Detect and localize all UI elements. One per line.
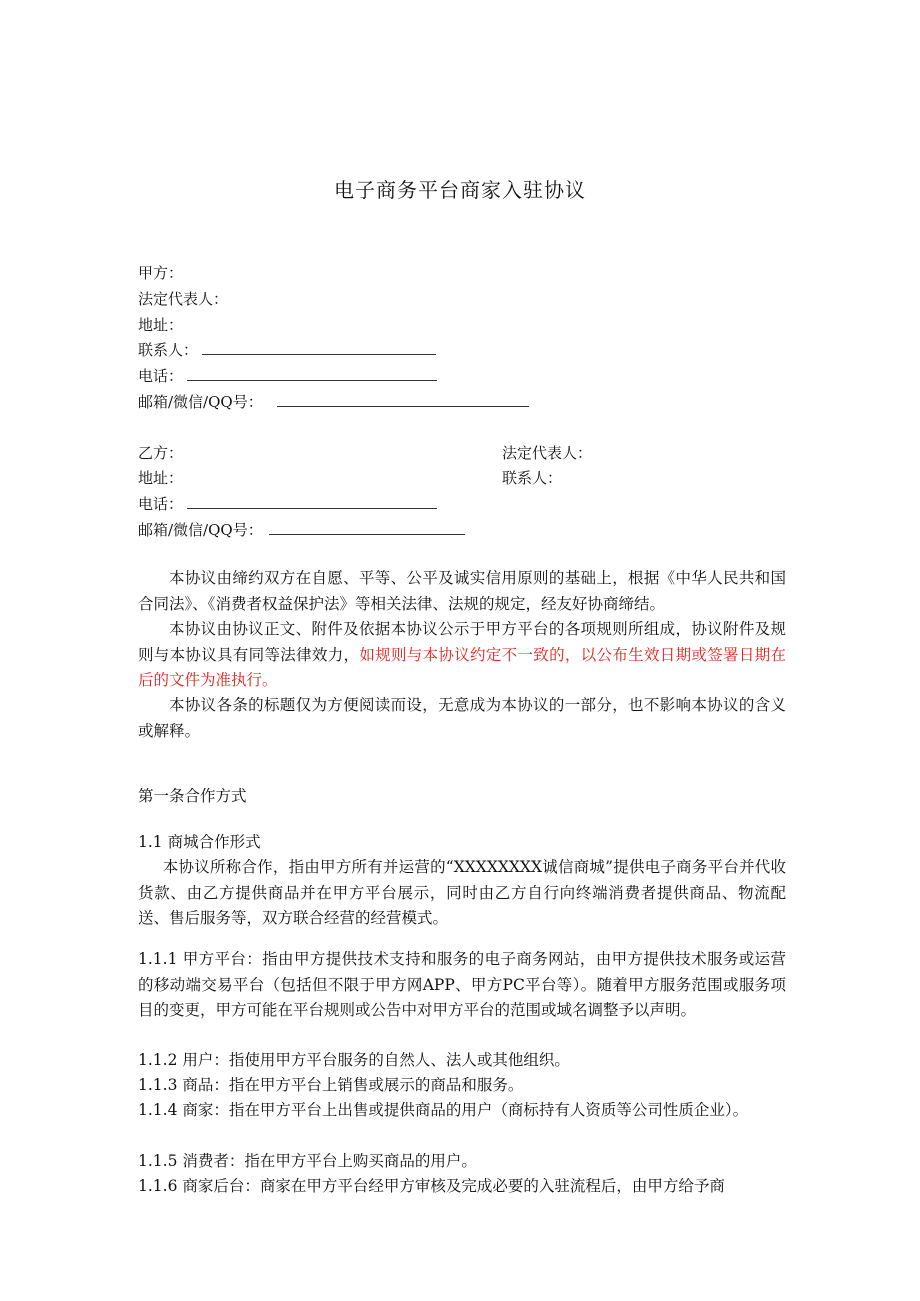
party-b-rep-label: 法定代表人： — [502, 444, 593, 462]
party-a-address — [138, 316, 183, 334]
section-1-1-body: 本协议所称合作，指由甲方所有并运营的“XXXXXXXX诚信商城”提供电子商务平台并代收货款、由乙方提供商品并在甲方平台展示，同时由乙方自行向终端消费者提供商品、物流配送、售后服务等，双方联合经营的经营模式。 — [138, 858, 786, 927]
party-a-contact — [138, 341, 436, 359]
section-1-1-3: 1.1.3 商品：指在甲方平台上销售或展示的商品和服务。 — [138, 1076, 524, 1094]
intro-paragraph-2-text: 本协议由协议正文、附件及依据本协议公示于甲方平台的各项规则所组成，协议附件及规则与本协议具有同等法律效力， — [138, 620, 786, 664]
party-b-phone-label: 电话： — [138, 495, 184, 513]
party-b-rep — [502, 444, 592, 462]
party-b-email-label: 邮箱/微信/QQ号： — [138, 521, 263, 539]
party-b-contact — [502, 469, 562, 487]
party-b-email — [138, 521, 465, 539]
party-b-address-label: 地址： — [138, 469, 184, 487]
intro-paragraph-2-red-text: 如规则与本协议约定不一致的，以公布生效日期或签署日期在后的文件为准执行。 — [138, 645, 786, 689]
party-a-phone — [138, 367, 437, 385]
party-a-phone-blank — [187, 368, 437, 381]
section-1-1-1: 1.1.1 甲方平台：指由甲方提供技术支持和服务的电子商务网站，由甲方提供技术服务或运营的移动端交易平台（包括但不限于甲方网APP、甲方PC平台等）。随着甲方服务范围或服务项目的变更，甲方可能在平台规则或公告中对甲方平台的范围或域名调整予以声明。 — [138, 950, 786, 1019]
intro-paragraph-1: 本协议由缔约双方在自愿、平等、公平及诚实信用原则的基础上，根据《中华人民共和国合同法》、《消费者权益保护法》等相关法律、法规的规定，经友好协商缔结。 — [138, 569, 786, 613]
party-a-contact-label: 联系人： — [138, 341, 199, 359]
party-a-email-label: 邮箱/微信/QQ号： — [138, 393, 263, 411]
section-1-1-4: 1.1.4 商家：指在甲方平台上出售或提供商品的用户（商标持有人资质等公司性质企业）。 — [138, 1101, 749, 1119]
party-a-phone-label: 电话： — [138, 367, 184, 385]
party-b-address — [138, 469, 183, 487]
party-a-name-label: 甲方： — [138, 264, 184, 282]
party-b-phone — [138, 495, 437, 513]
section-1-1-5: 1.1.5 消费者：指在甲方平台上购买商品的用户。 — [138, 1152, 477, 1170]
party-a-address-label: 地址： — [138, 316, 184, 334]
party-a-email — [138, 393, 529, 411]
intro-paragraph-2 — [138, 617, 786, 694]
party-b-name-label: 乙方： — [138, 444, 184, 462]
document-title: 电子商务平台商家入驻协议 — [334, 178, 586, 202]
party-a-name — [138, 264, 183, 282]
section-1-1-2: 1.1.2 用户：指使用甲方平台服务的自然人、法人或其他组织。 — [138, 1051, 570, 1069]
party-a-contact-blank — [202, 342, 436, 355]
party-a-rep — [138, 290, 228, 308]
party-b-contact-label: 联系人： — [502, 469, 563, 487]
party-a-rep-label: 法定代表人： — [138, 290, 229, 308]
intro-paragraph-3: 本协议各条的标题仅为方便阅读而设，无意成为本协议的一部分，也不影响本协议的含义或解释。 — [138, 696, 786, 740]
party-b-phone-blank — [187, 496, 437, 509]
section-1-1-6: 1.1.6 商家后台：商家在甲方平台经甲方审核及完成必要的入驻流程后，由甲方给予商 — [138, 1177, 725, 1195]
section-1-1-heading: 1.1 商城合作形式 — [138, 833, 261, 851]
party-a-email-blank — [277, 394, 529, 407]
article-1-heading: 第一条合作方式 — [138, 787, 247, 805]
party-b-name — [138, 444, 183, 462]
party-b-email-blank — [269, 522, 465, 535]
